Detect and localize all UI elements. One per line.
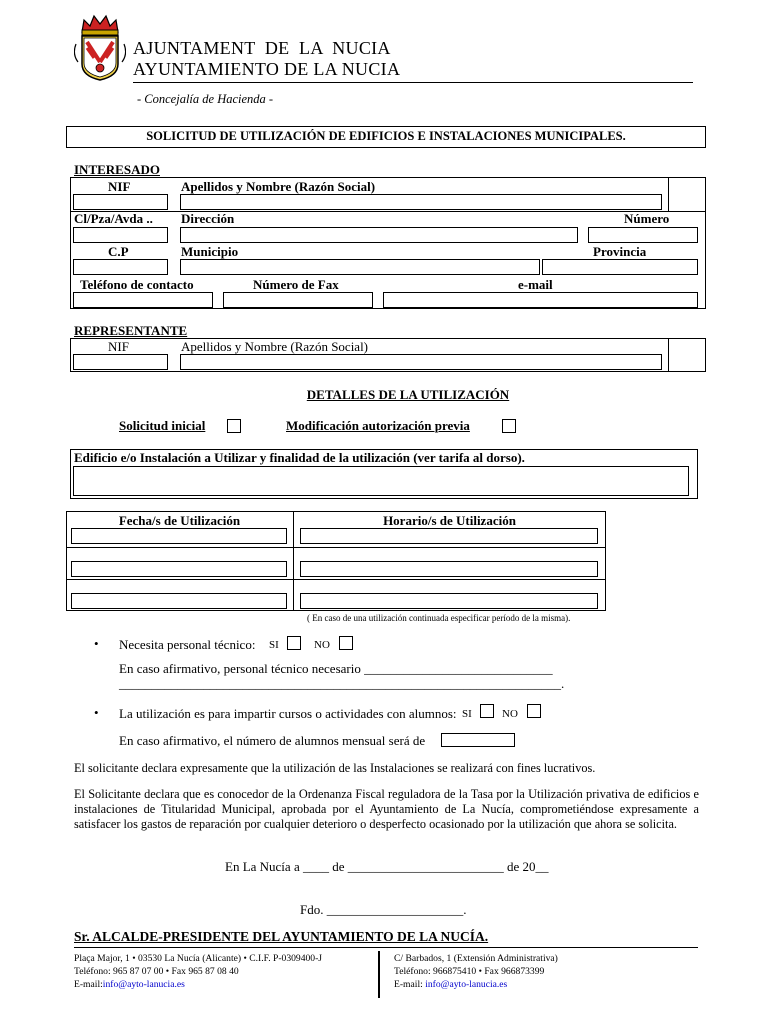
alumnos-input[interactable] (441, 733, 515, 747)
solicitud-inicial-label: Solicitud inicial (119, 418, 206, 433)
label-apellidos: Apellidos y Nombre (Razón Social) (181, 179, 376, 194)
section-interesado: INTERESADO (74, 162, 160, 177)
fechas-header: Fecha/s de Utilización (118, 513, 241, 528)
place-date-line: En La Nucía a ____ de ________________________ de 20__ (225, 859, 549, 874)
nif-input[interactable] (73, 194, 168, 210)
email-input[interactable] (383, 292, 698, 308)
edificio-label: Edificio e/o Instalación a Utilizar y finalidad de la utilización (ver tarifa al dorso). (74, 450, 525, 465)
q2-si-label: SI (462, 708, 472, 720)
rep-label-apellidos: Apellidos y Nombre (Razón Social) (181, 339, 369, 354)
department: - Concejalía de Hacienda - (137, 92, 274, 106)
footer-right-email-row (394, 979, 507, 990)
detalles-title: DETALLES DE LA UTILIZACIÓN (306, 387, 510, 402)
fecha-input-3[interactable] (71, 593, 287, 609)
cp-input[interactable] (73, 259, 168, 275)
apellidos-input[interactable] (180, 194, 662, 210)
label-nif: NIF (108, 179, 131, 194)
footer-right-email-link[interactable]: info@ayto-lanucia.es (425, 979, 508, 990)
q1-followup: En caso afirmativo, personal técnico necesario _____________________________ (119, 661, 553, 676)
label-provincia: Provincia (593, 244, 647, 259)
label-direccion-prefix: Cl/Pza/Avda .. (74, 211, 153, 226)
q2-followup: En caso afirmativo, el número de alumnos mensual será de (119, 733, 426, 748)
rep-divider-v (668, 338, 669, 372)
footer-right-phone: Teléfono: 966875410 • Fax 966873399 (394, 966, 545, 977)
telefono-input[interactable] (73, 292, 213, 308)
label-municipio: Municipio (181, 244, 239, 259)
label-direccion: Dirección (181, 211, 235, 226)
footer-right-email-label: E-mail: (394, 979, 423, 990)
q1-no-label: NO (314, 639, 330, 651)
signature-line: Fdo. _____________________. (300, 902, 467, 917)
q2-no-checkbox[interactable] (527, 704, 541, 718)
section-representante: REPRESENTANTE (74, 323, 188, 338)
declaration-lucrativos: El solicitante declara expresamente que la utilización de las Instalaciones se realizará con fines lucrativos. (74, 761, 596, 775)
title-spanish: AYUNTAMIENTO DE LA NUCIA (133, 59, 401, 79)
footer-left-email-link[interactable]: info@ayto-lanucia.es (102, 979, 185, 990)
fechas-row-line-1 (66, 547, 606, 548)
footer-left-email-row (74, 979, 185, 990)
title-valencian: AJUNTAMENT DE LA NUCIA (133, 38, 391, 58)
fechas-row-line-2 (66, 579, 606, 580)
footer-divider (378, 951, 380, 998)
q2-text: La utilización es para impartir cursos o actividades con alumnos: (119, 706, 457, 721)
footer-left-email-label: E-mail: (74, 979, 103, 990)
rep-label-nif: NIF (108, 339, 129, 354)
declaration-ordenanza: El Solicitante declara que es conocedor de la Ordenanza Fiscal reguladora de la Tasa por la Utilización privativa de edificios e instalaciones de Titularidad Municipal, aprobada por el Ayuntamiento de La Nucía, comprometiéndose expresamente a satisfacer los gastos de reparación por cualquier deterioro o desperfecto ocasionado por la utilización que ahora se solicita. (74, 787, 699, 831)
q1-followup-line2: ____________________________________________________________________. (119, 676, 565, 691)
form-title: SOLICITUD DE UTILIZACIÓN DE EDIFICIOS E INSTALACIONES MUNICIPALES. (146, 129, 626, 143)
direccion-input[interactable] (180, 227, 578, 243)
q1-si-checkbox[interactable] (287, 636, 301, 650)
modificacion-label: Modificación autorización previa (286, 418, 470, 433)
q1-no-checkbox[interactable] (339, 636, 353, 650)
prefix-input[interactable] (73, 227, 168, 243)
header-rule (133, 82, 693, 83)
label-numero: Número (624, 211, 670, 226)
interesado-divider-h (70, 211, 706, 212)
fecha-input-2[interactable] (71, 561, 287, 577)
municipio-input[interactable] (180, 259, 540, 275)
provincia-input[interactable] (542, 259, 698, 275)
bullet-1: • (94, 636, 99, 651)
numero-input[interactable] (588, 227, 698, 243)
fecha-input-1[interactable] (71, 528, 287, 544)
footer-left-address: Plaça Major, 1 • 03530 La Nucía (Alicante) • C.I.F. P-0309400-J (74, 953, 323, 964)
rep-apellidos-input[interactable] (180, 354, 662, 370)
q1-text: Necesita personal técnico: (119, 637, 256, 652)
horario-input-2[interactable] (300, 561, 598, 577)
footer-left-phone: Teléfono: 965 87 07 00 • Fax 965 87 08 40 (74, 966, 239, 977)
horarios-header: Horario/s de Utilización (383, 513, 516, 528)
fechas-note: ( En caso de una utilización continuada especificar período de la misma). (307, 613, 571, 623)
bullet-2: • (94, 705, 99, 720)
interesado-divider-v (668, 177, 669, 211)
q2-no-label: NO (502, 708, 518, 720)
coat-of-arms-logo (74, 14, 126, 82)
rep-nif-input[interactable] (73, 354, 168, 370)
fax-input[interactable] (223, 292, 373, 308)
edificio-input[interactable] (73, 466, 689, 496)
q2-si-checkbox[interactable] (480, 704, 494, 718)
label-email: e-mail (518, 277, 553, 292)
horario-input-1[interactable] (300, 528, 598, 544)
footer-rule (74, 947, 698, 948)
horario-input-3[interactable] (300, 593, 598, 609)
solicitud-inicial-checkbox[interactable] (227, 419, 241, 433)
q1-si-label: SI (269, 639, 279, 651)
label-fax: Número de Fax (253, 277, 339, 292)
footer-right-address: C/ Barbados, 1 (Extensión Administrativa) (394, 953, 558, 964)
label-cp: C.P (108, 244, 129, 259)
modificacion-checkbox[interactable] (502, 419, 516, 433)
addressee: Sr. ALCALDE-PRESIDENTE DEL AYUNTAMIENTO DE LA NUCÍA. (74, 929, 489, 944)
label-telefono: Teléfono de contacto (80, 277, 194, 292)
